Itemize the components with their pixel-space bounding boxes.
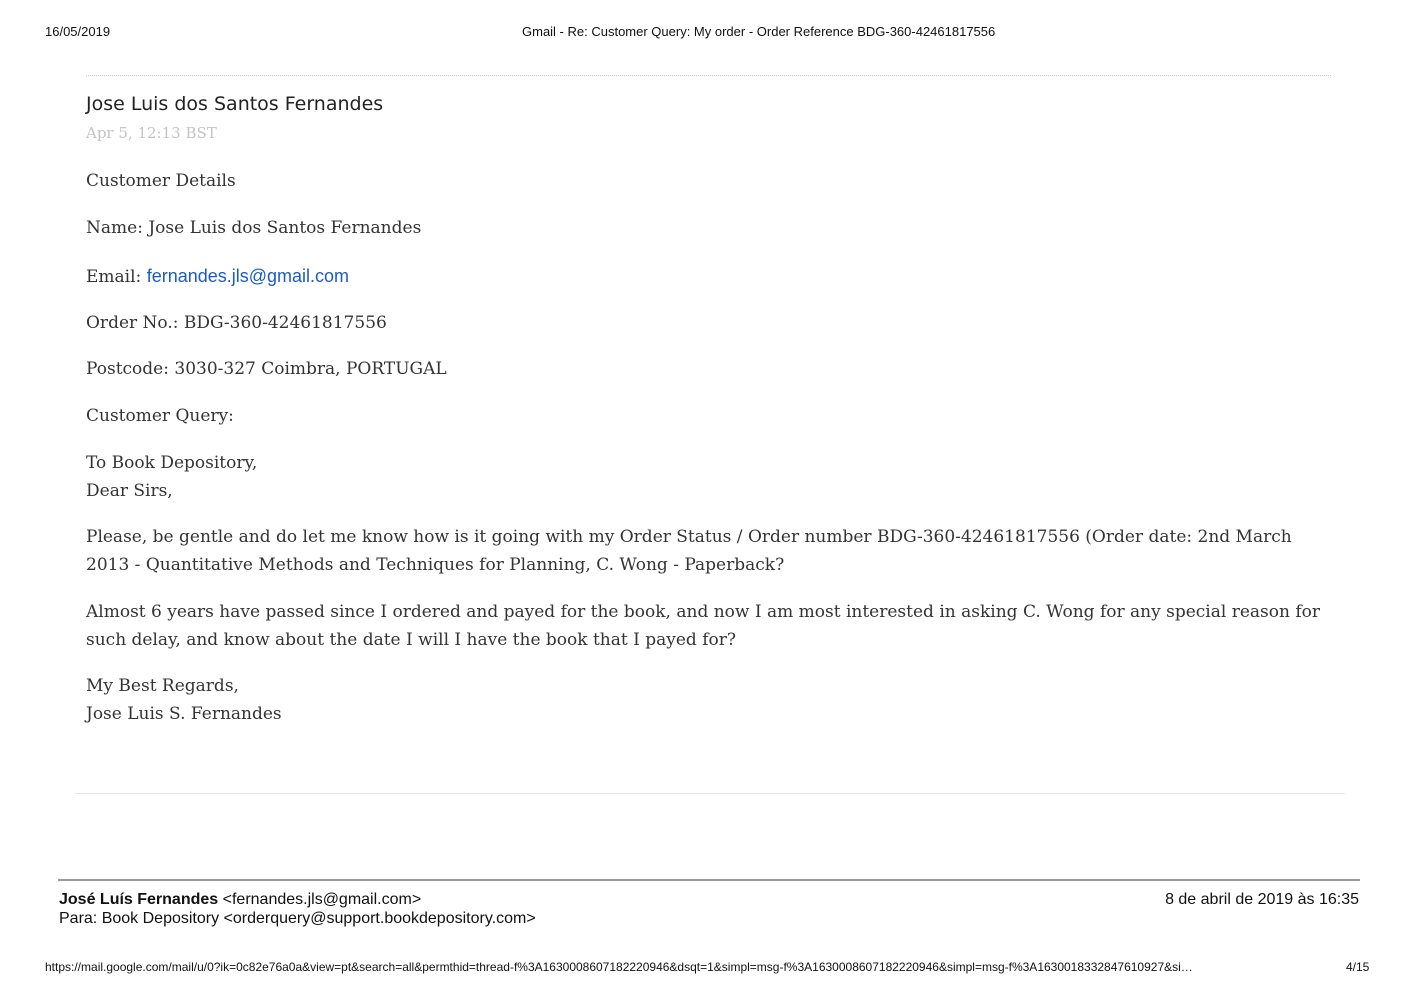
greeting-line: To Book Depository, [86,453,258,473]
closing-line: My Best Regards, [86,676,239,696]
sent-time: Apr 5, 12:13 BST [86,124,217,142]
print-footer-url: https://mail.google.com/mail/u/0?ik=0c82e76a0a&view=pt&search=all&permthid=thread-f%3A1630008607182220946&dsqt=1&simpl=msg-f%3A1630008607182220946&simpl=msg-f%3A1630018332847610927&si… [45,960,1193,974]
name-value: Jose Luis dos Santos Fernandes [148,218,422,238]
print-page-title: Gmail - Re: Customer Query: My order - Order Reference BDG-360-42461817556 [522,24,996,39]
next-message-sender-name: José Luís Fernandes [59,891,219,908]
order-label: Order No.: [86,313,179,333]
customer-details-heading: Customer Details [86,171,236,191]
message-divider [75,793,1345,794]
closing [86,672,1326,728]
postcode-value: 3030-327 Coimbra, PORTUGAL [174,359,447,379]
order-value: BDG-360-42461817556 [183,313,387,333]
next-message-divider [58,879,1360,881]
customer-query-heading: Customer Query: [86,406,234,426]
sender-name: Jose Luis dos Santos Fernandes [86,93,384,115]
query-paragraph-2: Almost 6 years have passed since I ordered and payed for the book, and now I am most interested in asking C. Wong for any special reason for such delay, and know about the date I will I have the book that I payed for? [86,602,1320,650]
print-date: 16/05/2019 [45,24,111,39]
next-message-date: 8 de abril de 2019 às 16:35 [1165,891,1359,908]
order-line [86,309,1326,337]
next-message-from [59,891,421,909]
name-line [86,214,1326,242]
email-link[interactable]: fernandes.jls@gmail.com [146,266,350,286]
next-message-recipient: Book Depository <orderquery@support.bookdepository.com> [101,910,536,927]
greeting [86,449,1326,505]
next-message-sender-email: <fernandes.jls@gmail.com> [222,891,422,908]
postcode-line [86,355,1326,383]
greeting-line: Dear Sirs, [86,481,173,501]
signature: Jose Luis S. Fernandes [86,704,282,724]
email-label: Email: [86,267,142,287]
next-message-to [59,910,536,928]
page-number: 4/15 [1346,960,1370,974]
next-message-to-label: Para: [59,910,98,927]
name-label: Name: [86,218,143,238]
postcode-label: Postcode: [86,359,169,379]
top-divider [86,75,1331,76]
email-line [86,262,1326,291]
query-paragraph-1: Please, be gentle and do let me know how is it going with my Order Status / Order number BDG-360-42461817556 (Order date: 2nd March 2013 - Quantitative Methods and Techniques for Planning, C. Wong - Paperback? [86,527,1292,575]
